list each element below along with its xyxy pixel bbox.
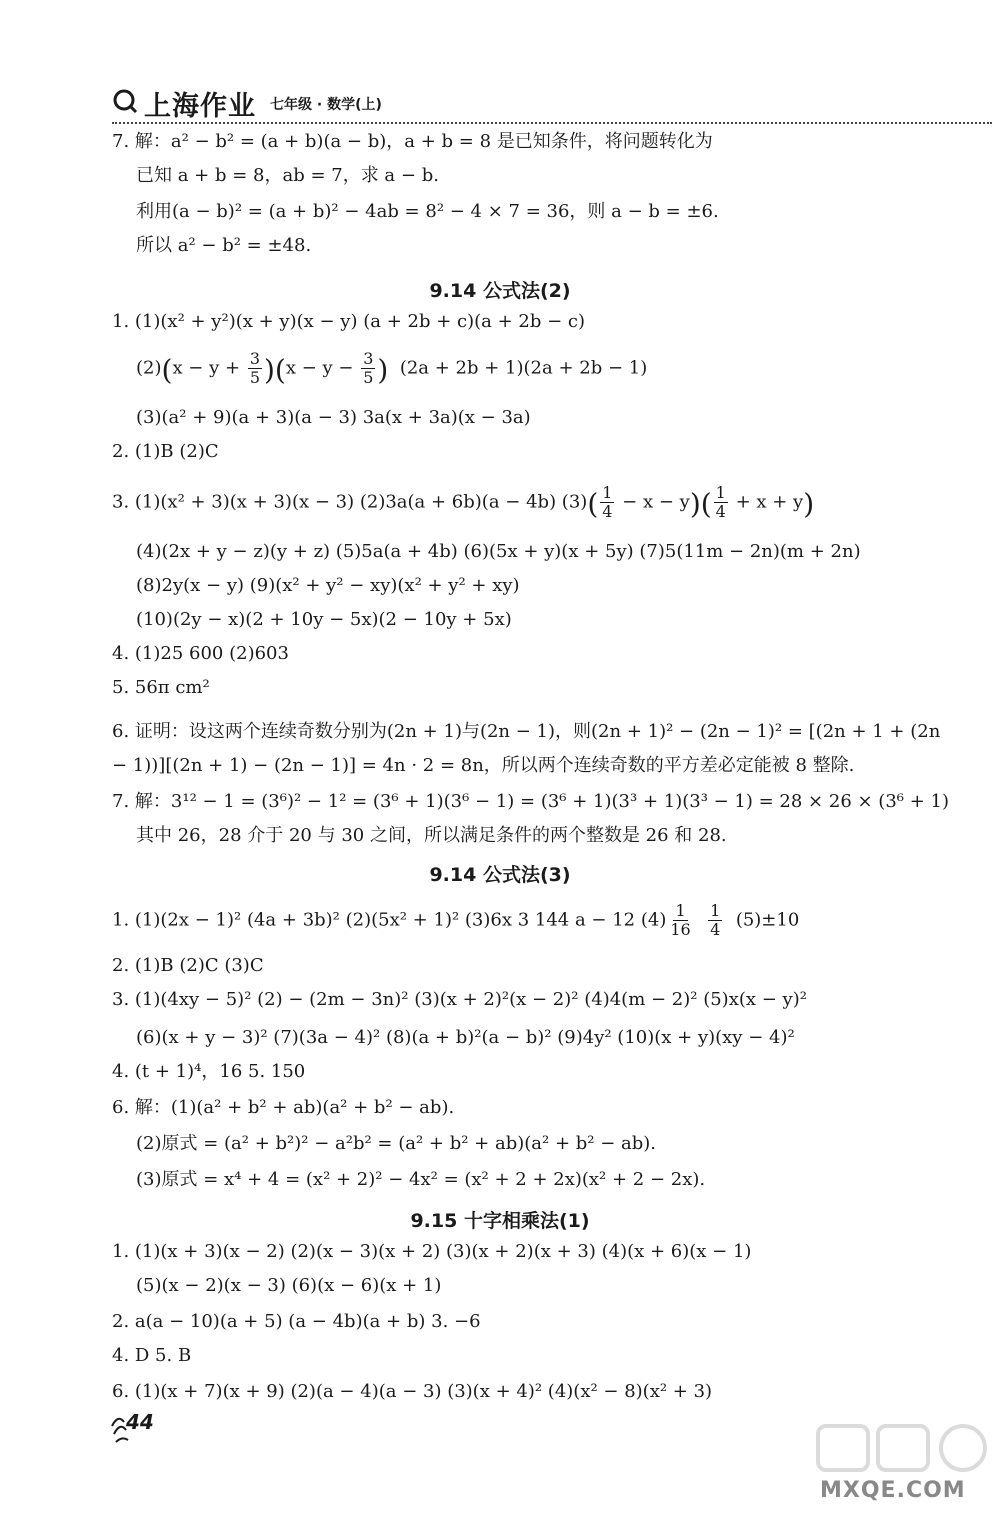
- expr-text: (2a + 2b + 1)(2a + 2b − 1): [399, 357, 648, 379]
- answer-line: 2. (1)B (2)C (3)C: [112, 955, 264, 976]
- answer-line: (3)原式 = x⁴ + 4 = (x² + 2)² − 4x² = (x² + 2 + 2x)(x² + 2 − 2x).: [136, 1169, 706, 1190]
- denominator: 4: [602, 502, 613, 521]
- answer-line-fraction: [112, 902, 799, 939]
- page-number: 44: [126, 1410, 154, 1434]
- expr-text: (5)±10: [735, 909, 800, 931]
- expr-text: x − y −: [285, 357, 360, 379]
- answer-line: (5)(x − 2)(x − 3) (6)(x − 6)(x + 1): [136, 1275, 442, 1296]
- answer-line-fraction: 3. (1)(x² + 3)(x + 3)(x − 3) (2)3a(a + 6b)(a − 4b) (3)( $\frac{1}{4}$ − x − y)( $\frac{1}{4}$ + x + y): [112, 483, 815, 521]
- section-title: 9.14 公式法(2): [429, 280, 571, 302]
- denominator: 5: [249, 368, 260, 387]
- answer-line: 1. (1)(x² + y²)(x + y)(x − y) (a + 2b + c)(a + 2b − c): [112, 311, 585, 332]
- numerator: 3: [363, 349, 374, 368]
- section-title: 9.15 十字相乘法(1): [410, 1210, 590, 1232]
- answer-line: 其中 26，28 介于 20 与 30 之间，所以满足条件的两个整数是 26 和 28.: [136, 825, 727, 846]
- answer-line: 5. 56π cm²: [112, 677, 210, 698]
- item-label: (2): [136, 357, 162, 379]
- expr-text: + x + y: [729, 491, 804, 513]
- fraction: [248, 350, 262, 387]
- answer-line: 2. a(a − 10)(a + 5) (a − 4b)(a + b) 3. −6: [112, 1311, 481, 1332]
- denominator: 4: [715, 502, 726, 521]
- numerator: 1: [715, 483, 726, 502]
- answer-line: 7. 解：3¹² − 1 = (3⁶)² − 1² = (3⁶ + 1)(3⁶ − 1) = (3⁶ + 1)(3³ + 1)(3³ − 1) = 28 × 26 × (3⁶ + 1): [112, 791, 949, 812]
- answer-line: 6. 解：(1)(a² + b² + ab)(a² + b² − ab).: [112, 1097, 455, 1118]
- numerator: 1: [675, 901, 686, 920]
- answer-line: − 1))][(2n + 1) − (2n − 1)] = 4n · 2 = 8n，所以两个连续奇数的平方差必定能被 8 整除.: [112, 755, 855, 776]
- numerator: 1: [710, 901, 721, 920]
- answer-line: 4. (t + 1)⁴，16 5. 150: [112, 1061, 306, 1082]
- expr-text: x − y +: [172, 357, 246, 379]
- denominator: 5: [363, 368, 374, 387]
- fraction: [714, 484, 728, 521]
- book-title: 上海作业: [144, 91, 256, 122]
- answer-line: (2)原式 = (a² + b²)² − a²b² = (a² + b² + ab)(a² + b² − ab).: [136, 1133, 657, 1154]
- answer-line: 2. (1)B (2)C: [112, 441, 219, 462]
- fraction: [361, 350, 375, 387]
- fraction: [600, 484, 614, 521]
- answer-line: (4)(2x + y − z)(y + z) (5)5a(a + 4b) (6)(5x + y)(x + 5y) (7)5(11m − 2n)(m + 2n): [136, 541, 861, 562]
- magnifier-logo-icon: [112, 88, 138, 114]
- answer-line: 3. (1)(4xy − 5)² (2) − (2m − 3n)² (3)(x + 2)²(x − 2)² (4)4(m − 2)² (5)x(x − y)²: [112, 989, 807, 1010]
- answer-line: 4. D 5. B: [112, 1345, 192, 1366]
- answer-line: 7. 解：a² − b² = (a + b)(a − b)，a + b = 8 是已知条件，将问题转化为: [112, 131, 713, 152]
- numerator: 3: [249, 349, 260, 368]
- denominator: 4: [710, 920, 721, 939]
- answer-line: 利用(a − b)² = (a + b)² − 4ab = 8² − 4 × 7 = 36，则 a − b = ±6.: [136, 201, 719, 222]
- denominator: 16: [670, 920, 691, 939]
- answer-line: 1. (1)(x + 3)(x − 2) (2)(x − 3)(x + 2) (3)(x + 2)(x + 3) (4)(x + 6)(x − 1): [112, 1241, 752, 1262]
- numerator: 1: [602, 483, 613, 502]
- fraction: [668, 902, 692, 939]
- expr-text: − x − y: [616, 491, 690, 513]
- answer-line: 所以 a² − b² = ±48.: [136, 235, 312, 256]
- answer-line: (8)2y(x − y) (9)(x² + y² − xy)(x² + y² + xy): [136, 575, 520, 596]
- answer-line: (3)(a² + 9)(a + 3)(a − 3) 3a(x + 3a)(x − 3a): [136, 407, 531, 428]
- expr-text: 1. (1)(2x − 1)² (4a + 3b)² (2)(5x² + 1)² (3)6x 3 144 a − 12 (4): [112, 909, 667, 931]
- answer-line: 6. (1)(x + 7)(x + 9) (2)(a − 4)(a − 3) (3)(x + 4)² (4)(x² − 8)(x² + 3): [112, 1381, 713, 1402]
- answer-line: (10)(2y − x)(2 + 10y − 5x)(2 − 10y + 5x): [136, 609, 512, 630]
- answer-line: 已知 a + b = 8，ab = 7，求 a − b.: [136, 165, 439, 186]
- grade-subject: 七年级 · 数学(上): [270, 97, 382, 113]
- fraction: [708, 902, 722, 939]
- watermark-text: MXQE.COM: [820, 1478, 966, 1503]
- answer-line: (6)(x + y − 3)² (7)(3a − 4)² (8)(a + b)²(a − b)² (9)4y² (10)(x + y)(xy − 4)²: [136, 1027, 795, 1048]
- expr-text: 3. (1)(x² + 3)(x + 3)(x − 3) (2)3a(a + 6b)(a − 4b) (3): [112, 491, 588, 513]
- answer-line: 6. 证明：设这两个连续奇数分别为(2n + 1)与(2n − 1)，则(2n + 1)² − (2n − 1)² = [(2n + 1 + (2n: [112, 721, 941, 742]
- answer-line-fraction: (2)(x − y + $\frac{3}{5}$ )(x − y − $\frac{3}{5}$ ) (2a + 2b + 1)(2a + 2b − 1): [136, 349, 648, 387]
- answer-line: 4. (1)25 600 (2)603: [112, 643, 289, 664]
- page-header: [112, 82, 992, 126]
- section-title: 9.14 公式法(3): [429, 864, 571, 886]
- header-divider: [112, 122, 992, 124]
